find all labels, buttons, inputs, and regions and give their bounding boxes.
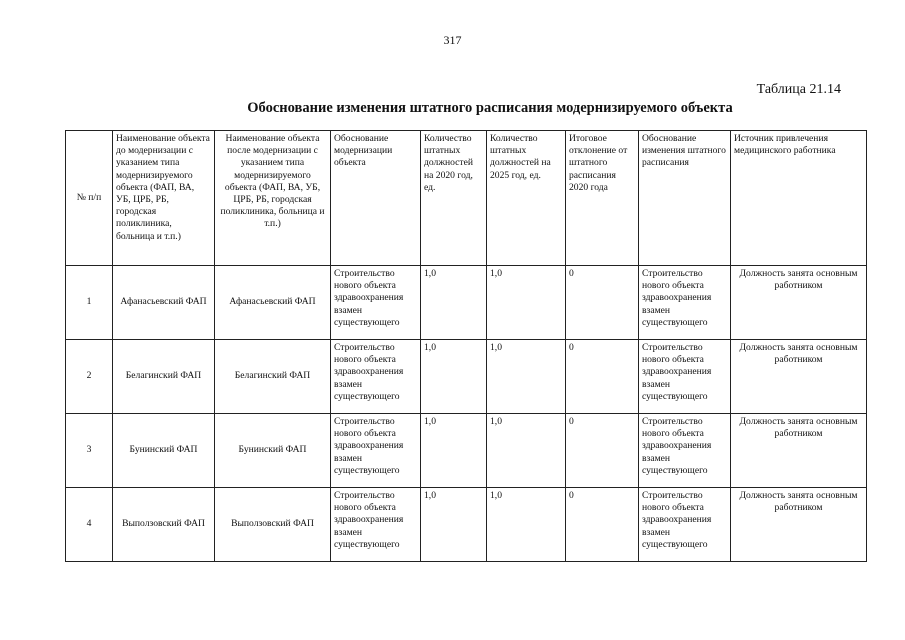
cell-change-reason: Строительство нового объекта здравоохранения взамен существующего [639,340,731,414]
table-row [66,488,867,562]
cell-count-2025: 1,0 [487,266,566,340]
header-name-after: Наименование объекта после модернизации с указанием типа модернизируемого объекта (ФАП, ВА, УБ, ЦРБ, РБ, городская поликлиника, больница и т.п.) [215,131,331,266]
cell-change-reason: Строительство нового объекта здравоохранения взамен существующего [639,414,731,488]
cell-name-after: Афанасьевский ФАП [215,266,331,340]
cell-num: 4 [66,488,113,562]
table-row [66,340,867,414]
header-source: Источник привлечения медицинского работника [731,131,867,266]
cell-num: 1 [66,266,113,340]
header-name-before: Наименование объекта до модернизации с указанием типа модернизируемого объекта (ФАП, ВА, УБ, ЦРБ, РБ, городская поликлиника, больница и т.п.) [113,131,215,266]
cell-name-before: Выползовский ФАП [113,488,215,562]
cell-change-reason: Строительство нового объекта здравоохранения взамен существующего [639,266,731,340]
cell-deviation: 0 [566,414,639,488]
cell-source: Должность занята основным работником [731,340,867,414]
cell-count-2025: 1,0 [487,414,566,488]
header-justification: Обоснование модернизации объекта [331,131,421,266]
document-title: Обоснование изменения штатного расписания модернизируемого объекта [247,100,733,116]
table-row [66,414,867,488]
cell-num: 2 [66,340,113,414]
header-num: № п/п [66,131,113,266]
cell-justification: Строительство нового объекта здравоохранения взамен существующего [331,488,421,562]
cell-justification: Строительство нового объекта здравоохранения взамен существующего [331,266,421,340]
cell-change-reason: Строительство нового объекта здравоохранения взамен существующего [639,488,731,562]
cell-num: 3 [66,414,113,488]
cell-count-2020: 1,0 [421,340,487,414]
table-label: Таблица 21.14 [756,82,841,97]
cell-count-2025: 1,0 [487,340,566,414]
cell-count-2020: 1,0 [421,414,487,488]
header-count-2020: Количество штатных должностей на 2020 год, ед. [421,131,487,266]
header-change-reason: Обоснование изменения штатного расписания [639,131,731,266]
cell-name-before: Афанасьевский ФАП [113,266,215,340]
cell-count-2025: 1,0 [487,488,566,562]
staffing-table [65,130,867,562]
cell-justification: Строительство нового объекта здравоохранения взамен существующего [331,340,421,414]
cell-source: Должность занята основным работником [731,414,867,488]
header-row [66,131,867,266]
cell-name-after: Бунинский ФАП [215,414,331,488]
cell-deviation: 0 [566,340,639,414]
cell-name-after: Выползовский ФАП [215,488,331,562]
header-count-2025: Количество штатных должностей на 2025 год, ед. [487,131,566,266]
cell-name-before: Бунинский ФАП [113,414,215,488]
cell-deviation: 0 [566,266,639,340]
page-number: 317 [443,33,462,47]
cell-justification: Строительство нового объекта здравоохранения взамен существующего [331,414,421,488]
cell-count-2020: 1,0 [421,266,487,340]
table-row [66,266,867,340]
cell-deviation: 0 [566,488,639,562]
cell-source: Должность занята основным работником [731,266,867,340]
cell-name-before: Белагинский ФАП [113,340,215,414]
cell-name-after: Белагинский ФАП [215,340,331,414]
header-deviation: Итоговое отклонение от штатного расписания 2020 года [566,131,639,266]
cell-count-2020: 1,0 [421,488,487,562]
cell-source: Должность занята основным работником [731,488,867,562]
